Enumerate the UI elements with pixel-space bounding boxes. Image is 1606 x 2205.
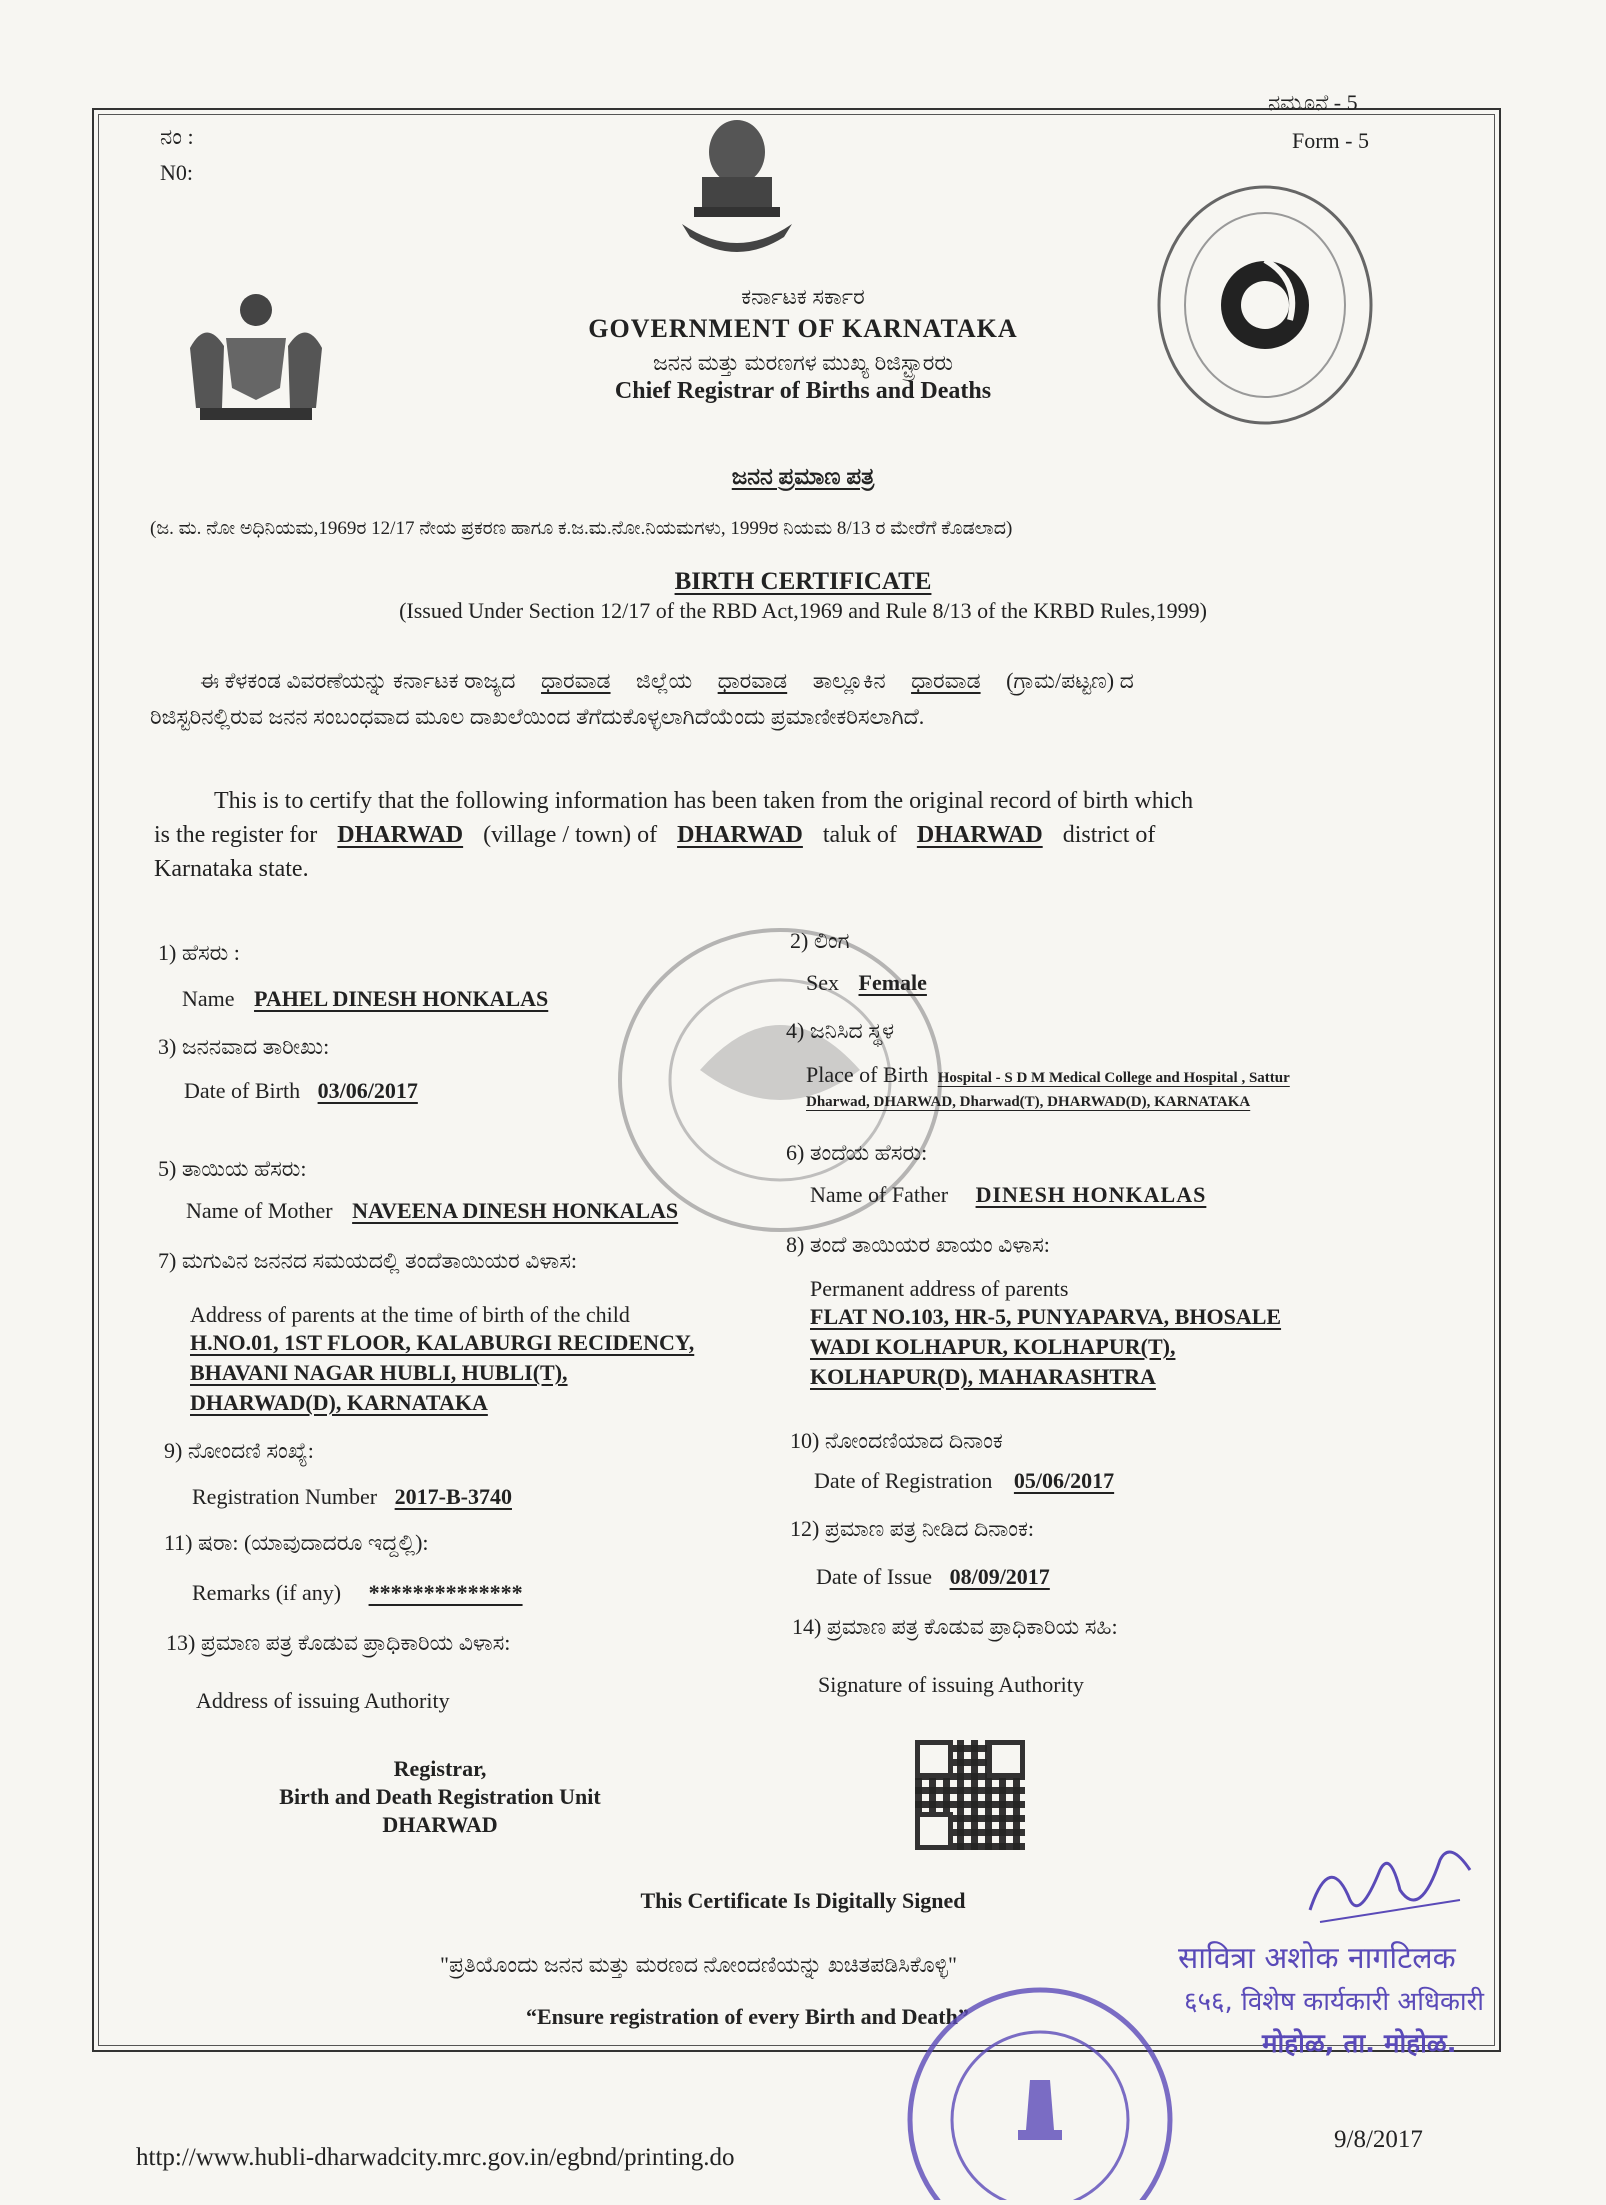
pob-field: Place of Birth Hospital - S D M Medical College and Hospital , Sattur (806, 1062, 1290, 1087)
kn-district-value: ಧಾರವಾಡ (717, 668, 788, 693)
issue-field: Date of Issue 08/09/2017 (816, 1564, 1050, 1589)
authsig-label: Signature of issuing Authority (818, 1672, 1084, 1697)
authority-line-2: Birth and Death Registration Unit (279, 1784, 601, 1809)
addr-birth-line-2: BHAVANI NAGAR HUBLI, HUBLI(T), (190, 1360, 568, 1385)
certificate-subtitle: (Issued Under Section 12/17 of the RBD Act,1969 and Rule 8/13 of the KRBD Rules,1999) (399, 598, 1207, 623)
issue-value: 08/09/2017 (949, 1564, 1050, 1589)
stamp-line-1: सावित्रा अशोक नागटिलक (1178, 1941, 1456, 1976)
source-url: http://www.hubli-dharwadcity.mrc.gov.in/egbnd/printing.do (136, 2144, 735, 2171)
mother-value: NAVEENA DINESH HONKALAS (352, 1198, 679, 1223)
number-label: N0: (160, 160, 193, 185)
sex-kn-label: 2) ಲಿಂಗ (790, 928, 850, 953)
name-value: PAHEL DINESH HONKALAS (254, 986, 549, 1011)
authaddr-label: Address of issuing Authority (196, 1688, 450, 1713)
regno-kn-label: 9) ನೋಂದಣಿ ಸಂಖ್ಯೆ: (164, 1438, 314, 1463)
kn-cert-line-1: ಈ ಕೆಳಕಂಡ ವಿವರಣೆಯನ್ನು ಕರ್ನಾಟಕ ರಾಜ್ಯದ ಧಾರವಾಡ ಜಿಲ್ಲೆಯ ಧಾರವಾಡ ತಾಲ್ಲೂಕಿನ ಧಾರವಾಡ (ಗ್ರಾಮ/ಪಟ್ಟಣ) ದ (200, 668, 1134, 693)
name-kn-label: 1) ಹೆಸರು : (158, 940, 240, 965)
regno-field: Registration Number 2017-B-3740 (192, 1484, 512, 1509)
registrar-title: Chief Registrar of Births and Deaths (614, 378, 992, 404)
addr-perm-kn-label: 8) ತಂದೆ ತಾಯಿಯರ ಖಾಯಂ ವಿಳಾಸ: (786, 1232, 1050, 1257)
regdate-kn-label: 10) ನೋಂದಣಿಯಾದ ದಿನಾಂಕ (790, 1428, 1003, 1453)
en-cert-line-3: Karnataka state. (154, 856, 309, 882)
mother-kn-label: 5) ತಾಯಿಯ ಹೆಸರು: (158, 1156, 307, 1181)
government-title: GOVERNMENT OF KARNATAKA (588, 314, 1018, 343)
en-cert-line-1: This is to certify that the following information has been taken from the original record of birth which (214, 788, 1194, 814)
father-kn-label: 6) ತಂದೆಯ ಹೆಸರು: (786, 1140, 928, 1165)
kn-taluk-value: ಧಾರವಾಡ (911, 668, 981, 693)
official-round-stamp-icon (890, 1980, 1190, 2200)
regdate-value: 05/06/2017 (1013, 1468, 1115, 1493)
remarks-kn-label: 11) ಷರಾ: (ಯಾವುದಾದರೂ ಇದ್ದಲ್ಲಿ): (164, 1530, 429, 1555)
dob-value: 03/06/2017 (317, 1078, 418, 1103)
regdate-field: Date of Registration 05/06/2017 (814, 1468, 1115, 1493)
regno-value: 2017-B-3740 (394, 1484, 512, 1509)
authority-line-1: Registrar, (393, 1756, 487, 1781)
issue-kn-label: 12) ಪ್ರಮಾಣ ಪತ್ರ ನೀಡಿದ ದಿನಾಂಕ: (790, 1516, 1034, 1541)
dob-field: Date of Birth 03/06/2017 (184, 1078, 418, 1103)
kn-village-value: ಧಾರವಾಡ (541, 668, 611, 693)
kn-government-title: ಕರ್ನಾಟಕ ಸರ್ಕಾರ (741, 284, 865, 309)
addr-perm-line-1: FLAT NO.103, HR-5, PUNYAPARVA, BHOSALE (810, 1304, 1282, 1329)
kn-number-label: ನಂ : (160, 124, 194, 149)
district-value: DHARWAD (916, 822, 1043, 848)
pob-value-line-1: Hospital - S D M Medical College and Hospital , Sattur (937, 1070, 1290, 1086)
kn-certificate-subtitle: (ಜ. ಮ. ನೋ ಅಧಿನಿಯಮ,1969ರ 12/17 ನೇಯ ಪ್ರಕರಣ ಹಾಗೂ ಕ.ಜ.ಮ.ನೋ.ನಿಯಮಗಳು, 1999ರ ನಿಯಮ 8/13 ರ ಮೇರೆಗೆ ಕೊಡಲಾದ) (150, 518, 1013, 539)
dob-kn-label: 3) ಜನನವಾದ ತಾರೀಖು: (158, 1034, 330, 1059)
kn-registrar-title: ಜನನ ಮತ್ತು ಮರಣಗಳ ಮುಖ್ಯ ರಿಜಿಸ್ಟ್ರಾರರು (652, 350, 954, 375)
father-value: DINESH HONKALAS (975, 1182, 1207, 1207)
kn-certificate-title: ಜನನ ಪ್ರಮಾಣ ಪತ್ರ (731, 464, 875, 489)
sex-value: Female (858, 970, 927, 995)
qr-code-icon (915, 1740, 1025, 1850)
en-cert-line-2: is the register for DHARWAD (village / town) of DHARWAD taluk of DHARWAD district of (154, 822, 1156, 848)
certificate-title: BIRTH CERTIFICATE (674, 568, 932, 595)
pob-kn-label: 4) ಜನಿಸಿದ ಸ್ಥಳ (786, 1018, 895, 1043)
addr-birth-kn-label: 7) ಮಗುವಿನ ಜನನದ ಸಮಯದಲ್ಲಿ ತಂದೆತಾಯಿಯರ ವಿಳಾಸ: (158, 1248, 577, 1273)
kn-cert-line-2: ರಿಜಿಸ್ಟರಿನಲ್ಲಿರುವ ಜನನ ಸಂಬಂಧವಾದ ಮೂಲ ದಾಖಲೆಯಿಂದ ತೆಗೆದುಕೊಳ್ಳಲಾಗಿದೆಯೆಂದು ಪ್ರಮಾಣೀಕರಿಸಲಾಗಿದೆ. (150, 704, 925, 729)
handwritten-signature-icon (1300, 1830, 1480, 1940)
print-date: 9/8/2017 (1334, 2126, 1423, 2153)
stamp-line-3: मोहोळ, ता. मोहोळ. (1262, 2029, 1457, 2059)
digitally-signed-text: This Certificate Is Digitally Signed (640, 1888, 966, 1913)
addr-birth-line-1: H.NO.01, 1ST FLOOR, KALABURGI RECIDENCY, (190, 1330, 695, 1355)
authsig-kn-label: 14) ಪ್ರಮಾಣ ಪತ್ರ ಕೊಡುವ ಪ್ರಾಧಿಕಾರಿಯ ಸಹಿ: (792, 1614, 1118, 1639)
kn-slogan: "ಪ್ರತಿಯೊಂದು ಜನನ ಮತ್ತು ಮರಣದ ನೋಂದಣಿಯನ್ನು ಖಚಿತಪಡಿಸಿಕೊಳ್ಳಿ" (440, 1952, 957, 1977)
taluk-value: DHARWAD (677, 822, 803, 848)
stamp-line-2: ६५६, विशेष कार्यकारी अधिकारी (1184, 1987, 1485, 2017)
authaddr-kn-label: 13) ಪ್ರಮಾಣ ಪತ್ರ ಕೊಡುವ ಪ್ರಾಧಿಕಾರಿಯ ವಿಳಾಸ: (166, 1630, 511, 1655)
authority-line-3: DHARWAD (382, 1812, 498, 1837)
addr-birth-line-3: DHARWAD(D), KARNATAKA (190, 1390, 488, 1415)
kn-form-label: ನಮೂನೆ - 5 (1268, 90, 1358, 115)
slogan: “Ensure registration of every Birth and Death” (526, 2004, 969, 2029)
national-emblem-icon (672, 112, 802, 252)
mother-field: Name of Mother NAVEENA DINESH HONKALAS (186, 1198, 679, 1223)
father-field: Name of Father DINESH HONKALAS (810, 1182, 1207, 1207)
addr-perm-line-3: KOLHAPUR(D), MAHARASHTRA (810, 1364, 1156, 1389)
form-label: Form - 5 (1292, 128, 1369, 153)
remarks-value: ************** (368, 1580, 523, 1605)
addr-birth-label: Address of parents at the time of birth of the child (190, 1302, 630, 1327)
name-field: Name PAHEL DINESH HONKALAS (182, 986, 549, 1011)
addr-perm-line-2: WADI KOLHAPUR, KOLHAPUR(T), (810, 1334, 1176, 1359)
pob-value-line-2: Dharwad, DHARWAD, Dharwad(T), DHARWAD(D), KARNATAKA (806, 1094, 1251, 1110)
remarks-field: Remarks (if any) ************** (192, 1580, 523, 1605)
sex-field: Sex Female (806, 970, 927, 995)
village-value: DHARWAD (337, 822, 464, 848)
addr-perm-label: Permanent address of parents (810, 1276, 1069, 1301)
